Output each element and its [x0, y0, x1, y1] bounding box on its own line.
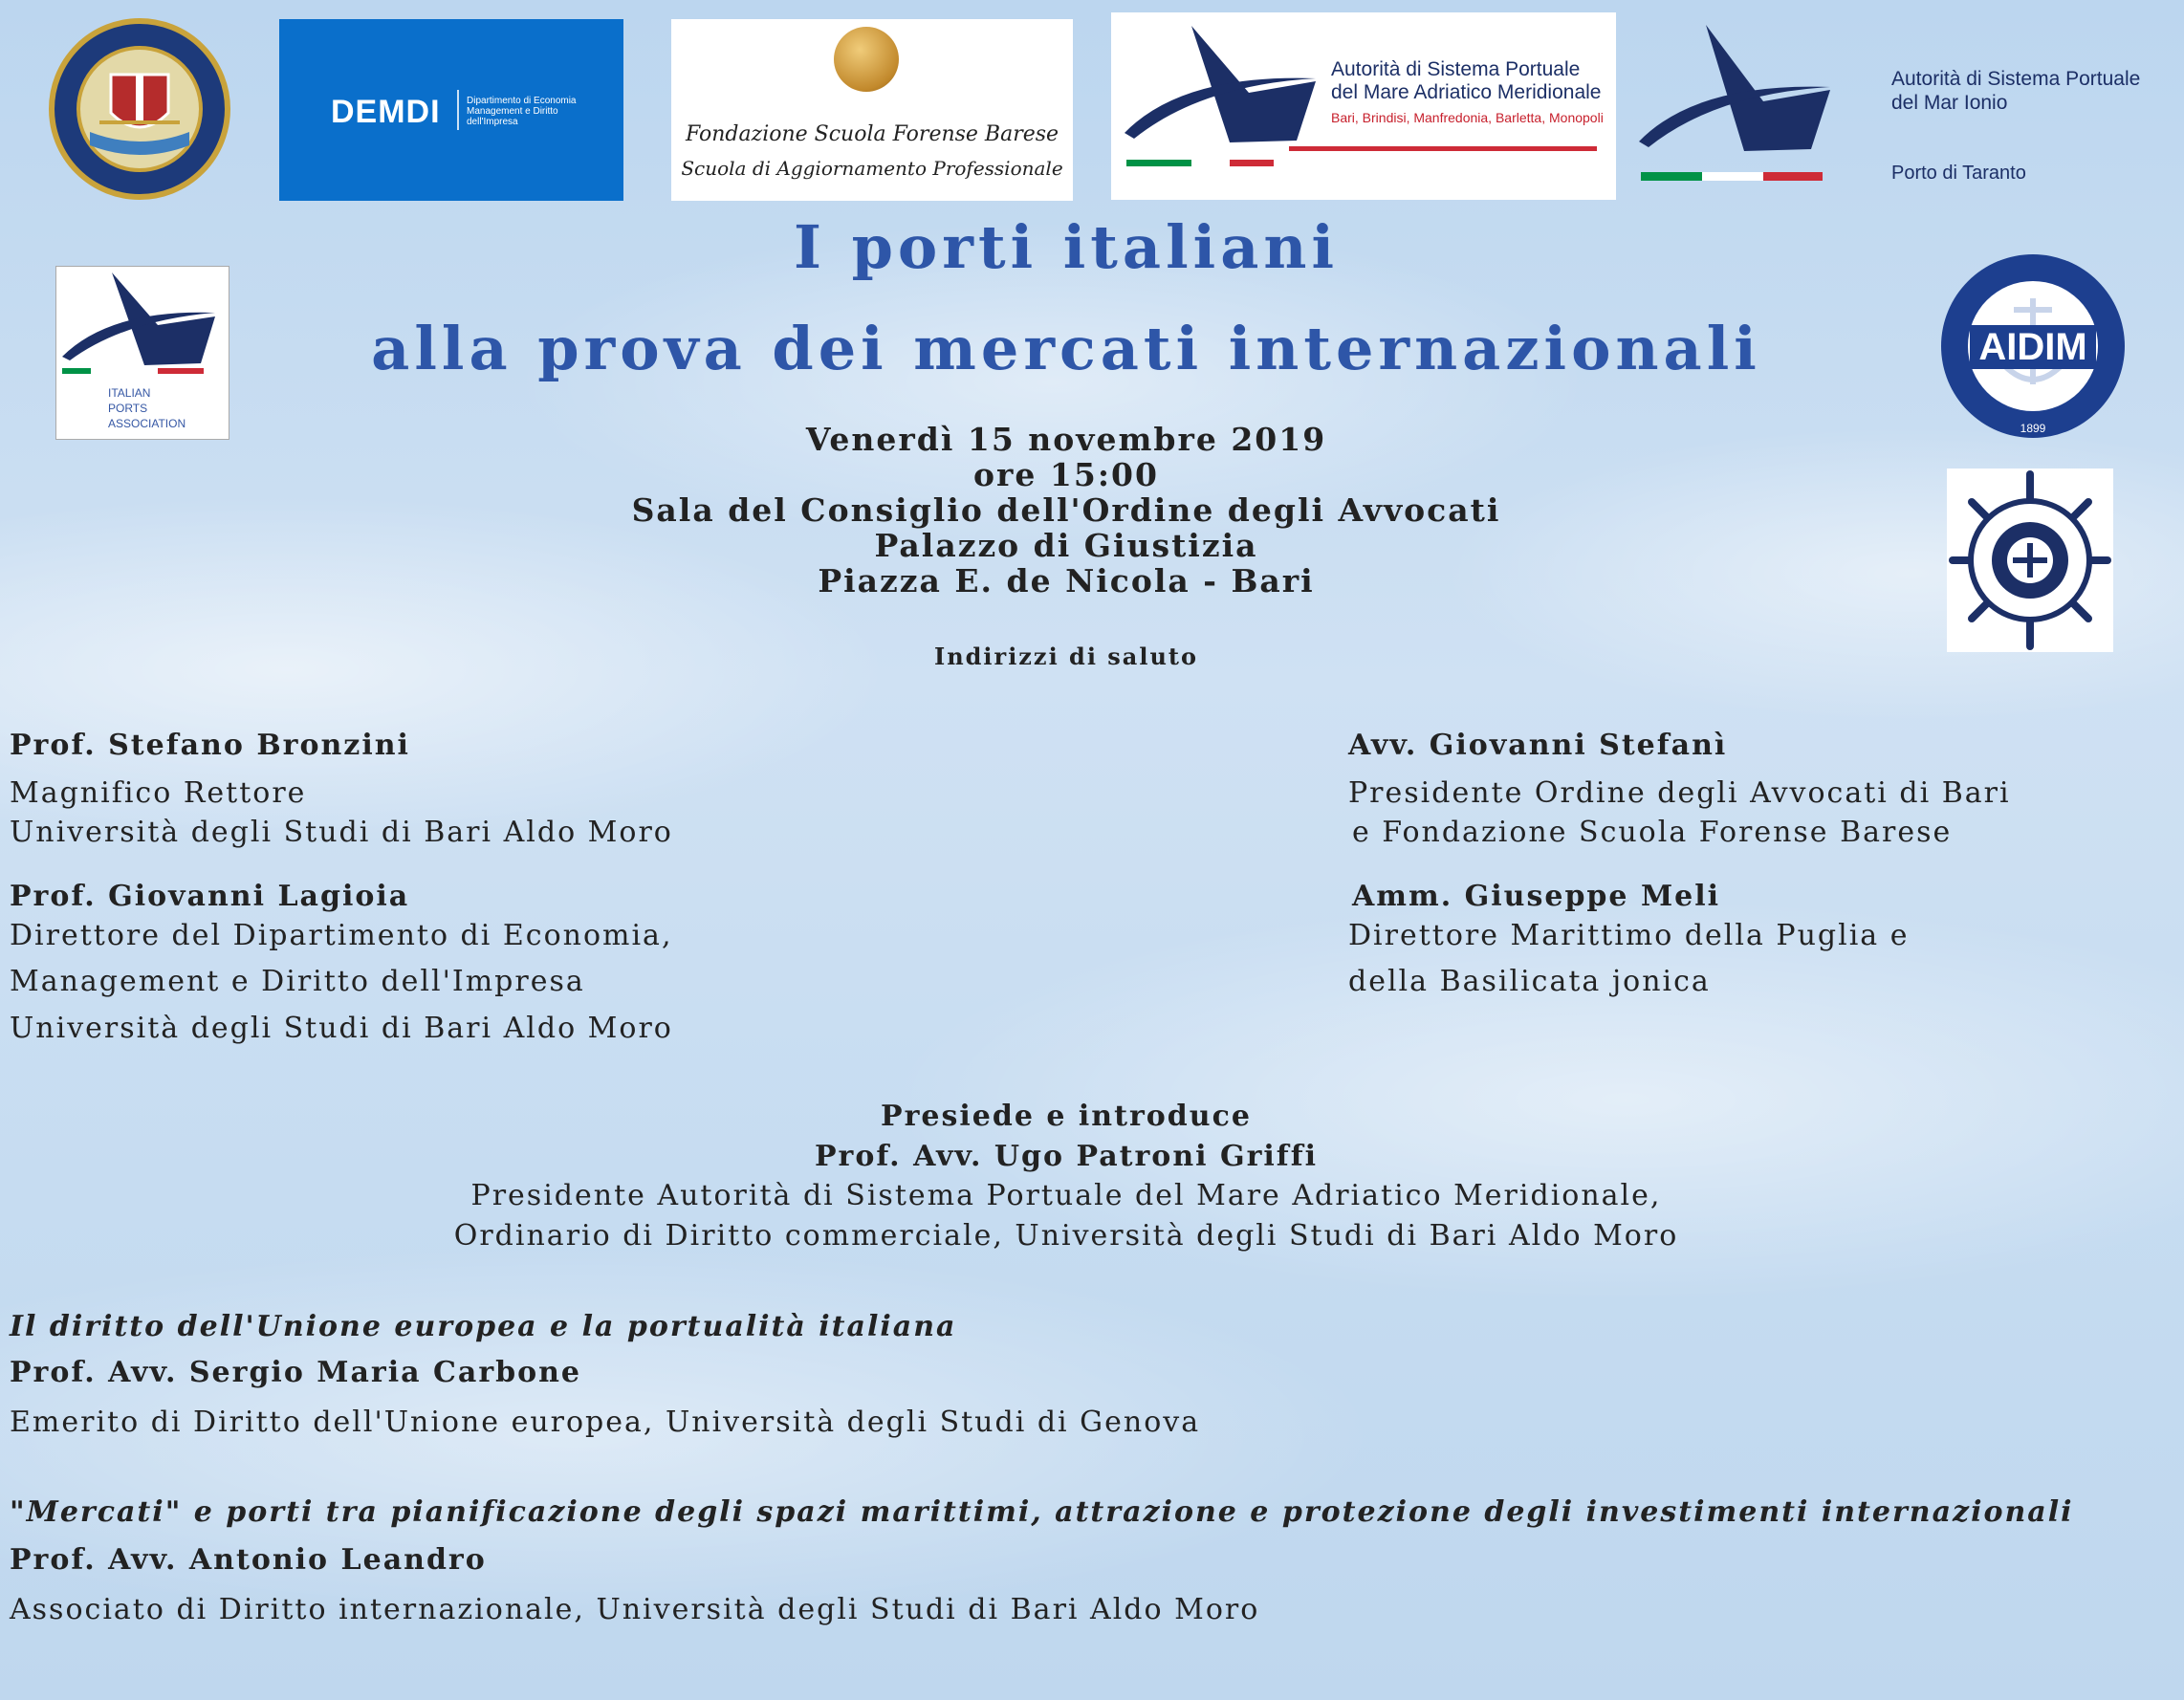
adsp-adriatico-name-line1: Autorità di Sistema Portuale: [1331, 58, 1581, 80]
talk-speaker: Prof. Avv. Antonio Leandro: [10, 1543, 487, 1577]
sail-emblem-icon: [1639, 25, 1840, 187]
speaker-name: Prof. Stefano Bronzini: [10, 729, 410, 762]
coin-emblem-icon: [834, 27, 899, 92]
speaker-role: Presidente Ordine degli Avvocati di Bari: [1348, 776, 2011, 810]
demdi-separator: [457, 90, 459, 130]
adsp-adriatico-name-line2: del Mare Adriatico Meridionale: [1331, 81, 1602, 103]
assoporti-line2: PORTS: [108, 402, 148, 415]
demdi-subtitle: Dipartimento di Economia Management e Diritto dell'Impresa: [467, 96, 577, 127]
adsp-ionio-name: [1891, 67, 2140, 115]
assoporti-line3: ASSOCIATION: [108, 417, 186, 430]
page-title-line1: I porti italiani: [793, 212, 1339, 282]
chair-role: Presidente Autorità di Sistema Portuale del Mare Adriatico Meridionale,: [470, 1179, 1662, 1212]
fondazione-name: Fondazione Scuola Forense Barese: [685, 122, 1059, 146]
adsp-adriatico-logo: [1111, 12, 1616, 200]
speaker-role: Università degli Studi di Bari Aldo Moro: [10, 816, 673, 849]
aidim-year: 1899: [2020, 422, 2046, 435]
adsp-ionio-logo: [1635, 19, 2171, 201]
aidim-wordmark: AIDIM: [1978, 326, 2087, 368]
speaker-role: Direttore Marittimo della Puglia e: [1348, 919, 1910, 952]
red-stripe: [1289, 146, 1597, 151]
event-time: ore 15:00: [973, 456, 1159, 493]
demdi-wordmark: DEMDI: [331, 94, 441, 130]
speaker-name: Amm. Giuseppe Meli: [1352, 880, 1721, 913]
assoporti-line1: ITALIAN: [108, 386, 151, 400]
speaker-role: Management e Diritto dell'Impresa: [10, 965, 585, 998]
speaker-name: Avv. Giovanni Stefanì: [1348, 729, 1728, 762]
greetings-heading: Indirizzi di saluto: [933, 643, 1199, 670]
fondazione-logo: [671, 19, 1073, 201]
speaker-name: Prof. Giovanni Lagioia: [10, 880, 410, 913]
event-address: Piazza E. de Nicola - Bari: [818, 562, 1315, 599]
fondazione-subtitle: Scuola di Aggiornamento Professionale: [681, 157, 1063, 180]
talk-title: "Mercati" e porti tra pianificazione degli spazi marittimi, attrazione e protezione degli investimenti internazionali: [10, 1495, 2074, 1529]
adsp-ionio-port: Porto di Taranto: [1891, 163, 2026, 184]
chair-role: Ordinario di Diritto commerciale, Università degli Studi di Bari Aldo Moro: [453, 1219, 1679, 1253]
talk-affiliation: Associato di Diritto internazionale, Università degli Studi di Bari Aldo Moro: [10, 1593, 1260, 1626]
speaker-role: Università degli Studi di Bari Aldo Moro: [10, 1012, 673, 1045]
adsp-adriatico-ports: Bari, Brindisi, Manfredonia, Barletta, Monopoli: [1331, 110, 1604, 125]
university-seal-logo: [42, 17, 237, 201]
event-date: Venerdì 15 novembre 2019: [805, 421, 1327, 458]
event-building: Palazzo di Giustizia: [874, 527, 1258, 564]
adsp-adriatico-name: [1331, 58, 1601, 104]
speaker-role: Magnifico Rettore: [10, 776, 307, 810]
speaker-role: e Fondazione Scuola Forense Barese: [1352, 816, 1953, 849]
speaker-role: Direttore del Dipartimento di Economia,: [10, 919, 673, 952]
chair-heading: Presiede e introduce: [881, 1100, 1252, 1133]
talk-speaker: Prof. Avv. Sergio Maria Carbone: [10, 1356, 582, 1389]
demdi-logo: [279, 19, 623, 201]
adsp-ionio-name-line2: del Mar Ionio: [1891, 92, 2008, 114]
speaker-role: della Basilicata jonica: [1348, 965, 1711, 998]
page-title-line2: alla prova dei mercati internazionali: [371, 314, 1761, 383]
talk-affiliation: Emerito di Diritto dell'Unione europea, Università degli Studi di Genova: [10, 1406, 1201, 1439]
chair-name: Prof. Avv. Ugo Patroni Griffi: [814, 1140, 1319, 1173]
adsp-ionio-name-line1: Autorità di Sistema Portuale: [1891, 68, 2141, 90]
talk-title: Il diritto dell'Unione europea e la portualità italiana: [10, 1310, 957, 1343]
event-venue: Sala del Consiglio dell'Ordine degli Avvocati: [631, 491, 1501, 529]
